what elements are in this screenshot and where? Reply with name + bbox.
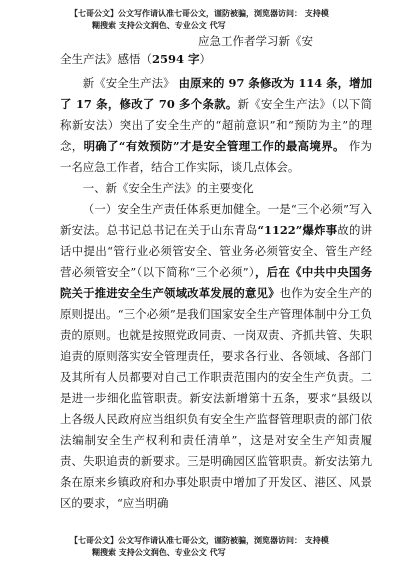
document-body — [60, 73, 372, 514]
document-title-part2 — [60, 51, 211, 67]
watermark-header — [70, 8, 370, 32]
watermark-header-line1: 【七哥公文】公文写作请认准七哥公文，谨防被骗，浏览器访问： 支持模 — [70, 9, 329, 18]
resp-text-e: 也作为安全生产的原则提出。“三个必须”是我们国家安全生产管理体制中分工负责的原则。也就是按照党政同责、一岗双责、齐抓共管、失职追责的原则落实安全管理责任，要求各行业、各领域、各部门及其所有人员都要对自己工作职责范围内的安全生产负责。二是进一步细化监管职责。新安法新增第十五条，要求“县级以上各级人民政府应当组织负有安全生产监督管理职责的部门依法编制安全生产权利和责任清单”，这是对安全生产知责履责、失职追责的新要求。三是明确园区监管职责。新安法第九条在原来乡镇政府和办事处职责中增加了开发区、港区、风景区的要求，“应当明确 — [60, 286, 372, 510]
intro-change-summary: 由原来的 97 条修改为 114 条，增加 了 17 条，修改了 70 多个条款。 — [60, 76, 372, 111]
resp-text-a: （一）安全生产责任体系更加健全。一是“三个必须”写入新安法。总书记总书记在关于山东青岛 — [60, 202, 372, 237]
title-close-paren: ） — [199, 52, 212, 66]
resp-document-name: ，后在《中共中央国务院关于推进安全生产领域改革发展的意见》 — [60, 265, 372, 300]
paragraph-intro — [60, 73, 372, 178]
intro-concept: 新《安全生产法》（以下简 称新安法）突出了安全生产的“超前意识”和“预防为主”的理念， — [60, 97, 372, 153]
resp-text-c: 故的讲话中提出“管行业必须管安全、管业务必须管安全、管生产经营必须管安全”（以下简称“三个必须”） — [60, 223, 372, 279]
intro-closing: 作为一名应急工作者，结合工作实际，谈几点体会。 — [60, 139, 372, 174]
watermark-footer-line2: 糊搜索 支持公文润色、专业公文 代写 — [92, 548, 226, 557]
title-text: 全生产法》感悟（ — [60, 52, 152, 66]
section-heading-1: 一、新《安全生产法》的主要变化 — [82, 181, 254, 195]
paragraph-responsibility — [60, 199, 372, 514]
watermark-header-line2: 糊搜索 支持公文润色、专业公文 代写 — [92, 21, 226, 30]
watermark-footer — [70, 535, 370, 559]
document-title-part1: 应急工作者学习新《安 — [198, 34, 313, 48]
resp-incident-name: “1122”爆炸事 — [257, 223, 338, 237]
title-word-count: 2594 字 — [152, 52, 200, 66]
watermark-footer-line1: 【七哥公文】公文写作请认准七哥公文，谨防被骗，浏览器访问： 支持模 — [70, 536, 329, 545]
intro-highlight: 明确了“有效预防”才是安全管理工作的最高境界。 — [83, 139, 345, 153]
intro-law-name: 新《安全生产法》 — [82, 76, 175, 90]
